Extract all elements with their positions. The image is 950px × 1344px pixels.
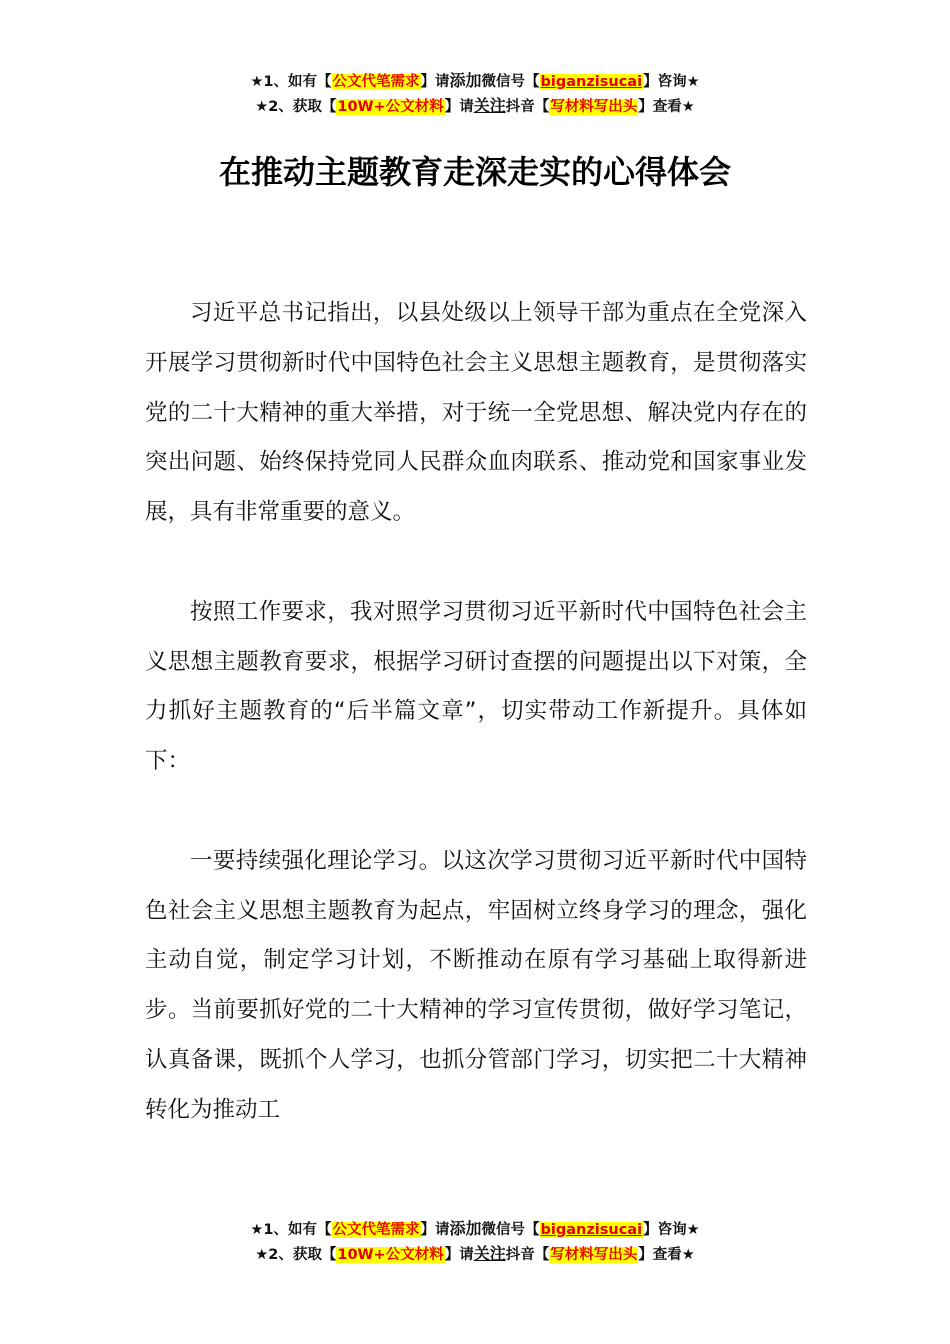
footer-line-2-suffix: 】查看★ (638, 1247, 695, 1263)
footer-line-1-prefix: ★1、如有【 (250, 1222, 332, 1238)
footer-line-2-mid2: 抖音【 (505, 1247, 550, 1263)
banner-highlight-wechat-id: biganzisucai (540, 74, 643, 90)
banner-highlight-douyin-account: 写材料写出头 (550, 99, 638, 115)
banner-line-2 (0, 94, 950, 119)
banner-line-2-mid2: 抖音【 (505, 99, 550, 115)
footer-line-2-prefix: ★2、获取【 (255, 1247, 337, 1263)
footer-line-1-mid: 】请 (420, 1222, 450, 1238)
banner-line-2-mid: 】请 (444, 99, 474, 115)
footer-line-1-suffix: 】咨询★ (643, 1222, 700, 1238)
footer-highlight-wechat-id: biganzisucai (540, 1222, 643, 1238)
document-title: 在推动主题教育走深走实的心得体会 (218, 153, 731, 191)
footer-banner-line-1 (0, 1217, 950, 1242)
banner-emphasis-follow: 关注 (473, 96, 506, 115)
footer-emphasis-add: 添加 (449, 1219, 482, 1238)
banner-line-2-suffix: 】查看★ (638, 99, 695, 115)
banner-emphasis-add: 添加 (449, 71, 482, 90)
header-banner (0, 69, 950, 119)
footer-line-2-mid: 】请 (444, 1247, 474, 1263)
footer-banner (0, 1217, 950, 1267)
footer-highlight-materials: 10W+公文材料 (337, 1247, 444, 1263)
footer-highlight-service: 公文代笔需求 (332, 1222, 420, 1238)
footer-banner-line-2 (0, 1242, 950, 1267)
footer-highlight-douyin-account: 写材料写出头 (550, 1247, 638, 1263)
footer-line-1-mid2: 微信号【 (481, 1222, 540, 1238)
footer-emphasis-follow: 关注 (473, 1244, 506, 1263)
banner-line-1-suffix: 】咨询★ (643, 74, 700, 90)
banner-highlight-materials: 10W+公文材料 (337, 99, 444, 115)
banner-highlight-service: 公文代笔需求 (332, 74, 420, 90)
paragraph-point-one: 一要持续强化理论学习。以这次学习贯彻习近平新时代中国特色社会主义思想主题教育为起点，牢固树立终身学习的理念，强化主动自觉，制定学习计划，不断推动在原有学习基础上取得新进步。当前要抓好党的二十大精神的学习宣传贯彻，做好学习笔记，认真备课，既抓个人学习，也抓分管部门学习，切实把二十大精神转化为推动工 (145, 847, 807, 1123)
paragraph-intro: 习近平总书记指出，以县处级以上领导干部为重点在全党深入开展学习贯彻新时代中国特色社会主义思想主题教育，是贯彻落实党的二十大精神的重大举措，对于统一全党思想、解决党内存在的突出问题、始终保持党同人民群众血肉联系、推动党和国家事业发展，具有非常重要的意义。 (145, 300, 807, 526)
banner-line-1-prefix: ★1、如有【 (250, 74, 332, 90)
paragraph-approach: 按照工作要求，我对照学习贯彻习近平新时代中国特色社会主义思想主题教育要求，根据学习研讨查摆的问题提出以下对策，全力抓好主题教育的“后半篇文章”，切实带动工作新提升。具体如下： (145, 598, 807, 775)
banner-line-1-mid: 】请 (420, 74, 450, 90)
banner-line-1-mid2: 微信号【 (481, 74, 540, 90)
document-body (145, 289, 807, 1185)
banner-line-2-prefix: ★2、获取【 (255, 99, 337, 115)
banner-line-1 (0, 69, 950, 94)
